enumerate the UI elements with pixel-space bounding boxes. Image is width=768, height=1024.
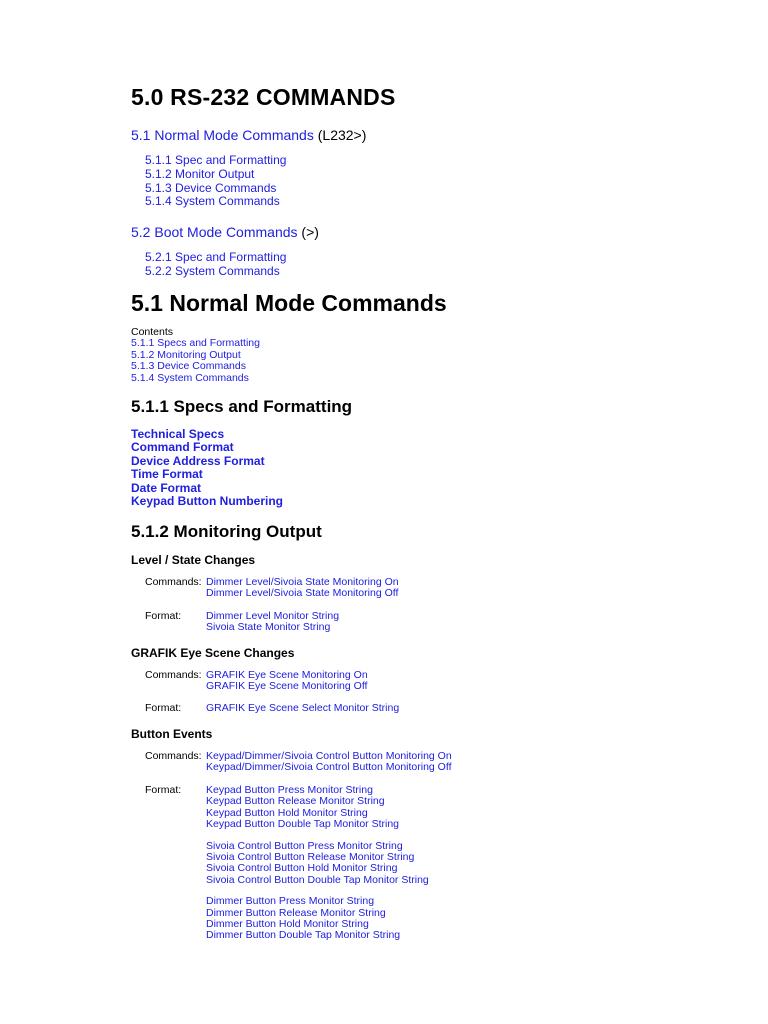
toc-normal-item[interactable]: 5.1.4 System Commands — [145, 194, 280, 209]
toc-boot-item[interactable]: 5.2.1 Spec and Formatting — [145, 250, 287, 264]
sivoia-format-link[interactable]: Sivoia Control Button Release Monitor String — [206, 851, 415, 864]
specs-link[interactable]: Command Format — [131, 440, 234, 455]
level-format-link[interactable]: Sivoia State Monitor String — [206, 621, 331, 634]
contents-label: Contents — [131, 326, 174, 338]
contents-item[interactable]: 5.1.2 Monitoring Output — [131, 348, 241, 361]
button-format-row — [145, 785, 429, 942]
toc-boot-item[interactable]: 5.2.2 System Commands — [145, 263, 280, 278]
toc-boot-list — [145, 251, 286, 279]
grafik-heading: GRAFIK Eye Scene Changes — [131, 646, 295, 660]
keypad-format-link[interactable]: Keypad Button Double Tap Monitor String — [206, 818, 400, 831]
toc-boot-suffix: (>) — [297, 224, 319, 240]
level-format-row — [145, 611, 339, 634]
dimmer-format-link[interactable]: Dimmer Button Hold Monitor String — [206, 918, 369, 931]
commands-label: Commands: — [145, 576, 202, 588]
specs-link[interactable]: Device Address Format — [131, 453, 265, 468]
specs-link[interactable]: Technical Specs — [131, 427, 225, 441]
toc-normal-list — [145, 154, 286, 209]
contents-item[interactable]: 5.1.3 Device Commands — [131, 360, 246, 373]
toc-normal-link[interactable]: 5.1 Normal Mode Commands — [131, 127, 314, 143]
toc-normal-item[interactable]: 5.1.2 Monitor Output — [145, 166, 255, 181]
level-command-link[interactable]: Dimmer Level/Sivoia State Monitoring On — [206, 576, 399, 588]
specs-heading: 5.1.1 Specs and Formatting — [131, 397, 353, 416]
sivoia-format-link[interactable]: Sivoia Control Button Hold Monitor String — [206, 862, 398, 875]
sivoia-format-link[interactable]: Sivoia Control Button Double Tap Monitor String — [206, 873, 429, 886]
specs-links — [131, 428, 283, 508]
button-events-heading: Button Events — [131, 727, 213, 741]
grafik-command-link[interactable]: GRAFIK Eye Scene Monitoring Off — [206, 680, 368, 693]
commands-label: Commands: — [145, 750, 202, 762]
toc-normal-heading — [131, 127, 366, 143]
dimmer-format-link[interactable]: Dimmer Button Press Monitor String — [206, 895, 375, 908]
toc-boot-heading — [131, 224, 319, 240]
specs-link[interactable]: Time Format — [131, 467, 203, 482]
level-commands-row — [145, 577, 399, 600]
keypad-format-link[interactable]: Keypad Button Press Monitor String — [206, 784, 373, 796]
grafik-format-row — [145, 703, 399, 714]
keypad-format-link[interactable]: Keypad Button Release Monitor String — [206, 795, 385, 808]
dimmer-format-link[interactable]: Dimmer Button Double Tap Monitor String — [206, 929, 401, 942]
level-format-link[interactable]: Dimmer Level Monitor String — [206, 610, 340, 622]
grafik-command-link[interactable]: GRAFIK Eye Scene Monitoring On — [206, 669, 368, 681]
toc-boot-link[interactable]: 5.2 Boot Mode Commands — [131, 224, 298, 240]
specs-link[interactable]: Date Format — [131, 480, 202, 495]
contents-item[interactable]: 5.1.4 System Commands — [131, 371, 249, 384]
monitoring-heading: 5.1.2 Monitoring Output — [131, 522, 322, 541]
sivoia-format-link[interactable]: Sivoia Control Button Press Monitor String — [206, 839, 403, 852]
button-command-link[interactable]: Keypad/Dimmer/Sivoia Control Button Monitoring Off — [206, 761, 452, 774]
toc-normal-suffix: (L232>) — [313, 127, 367, 143]
keypad-format-link[interactable]: Keypad Button Hold Monitor String — [206, 806, 368, 819]
commands-label: Commands: — [145, 669, 202, 681]
page-title: 5.0 RS-232 COMMANDS — [131, 84, 396, 110]
contents-item[interactable]: 5.1.1 Specs and Formatting — [131, 337, 260, 350]
specs-link[interactable]: Keypad Button Numbering — [131, 494, 283, 509]
normal-mode-heading: 5.1 Normal Mode Commands — [131, 290, 447, 316]
grafik-format-link[interactable]: GRAFIK Eye Scene Select Monitor String — [206, 702, 400, 714]
contents-list — [131, 327, 260, 384]
button-command-link[interactable]: Keypad/Dimmer/Sivoia Control Button Monitoring On — [206, 750, 452, 762]
toc-normal-item[interactable]: 5.1.1 Spec and Formatting — [145, 153, 287, 167]
toc-normal-item[interactable]: 5.1.3 Device Commands — [145, 180, 277, 195]
level-command-link[interactable]: Dimmer Level/Sivoia State Monitoring Off — [206, 587, 399, 600]
format-label: Format: — [145, 702, 182, 714]
format-label: Format: — [145, 784, 182, 796]
level-heading: Level / State Changes — [131, 553, 256, 567]
button-commands-row — [145, 751, 452, 774]
format-label: Format: — [145, 610, 182, 622]
grafik-commands-row — [145, 670, 368, 693]
dimmer-format-link[interactable]: Dimmer Button Release Monitor String — [206, 906, 386, 919]
